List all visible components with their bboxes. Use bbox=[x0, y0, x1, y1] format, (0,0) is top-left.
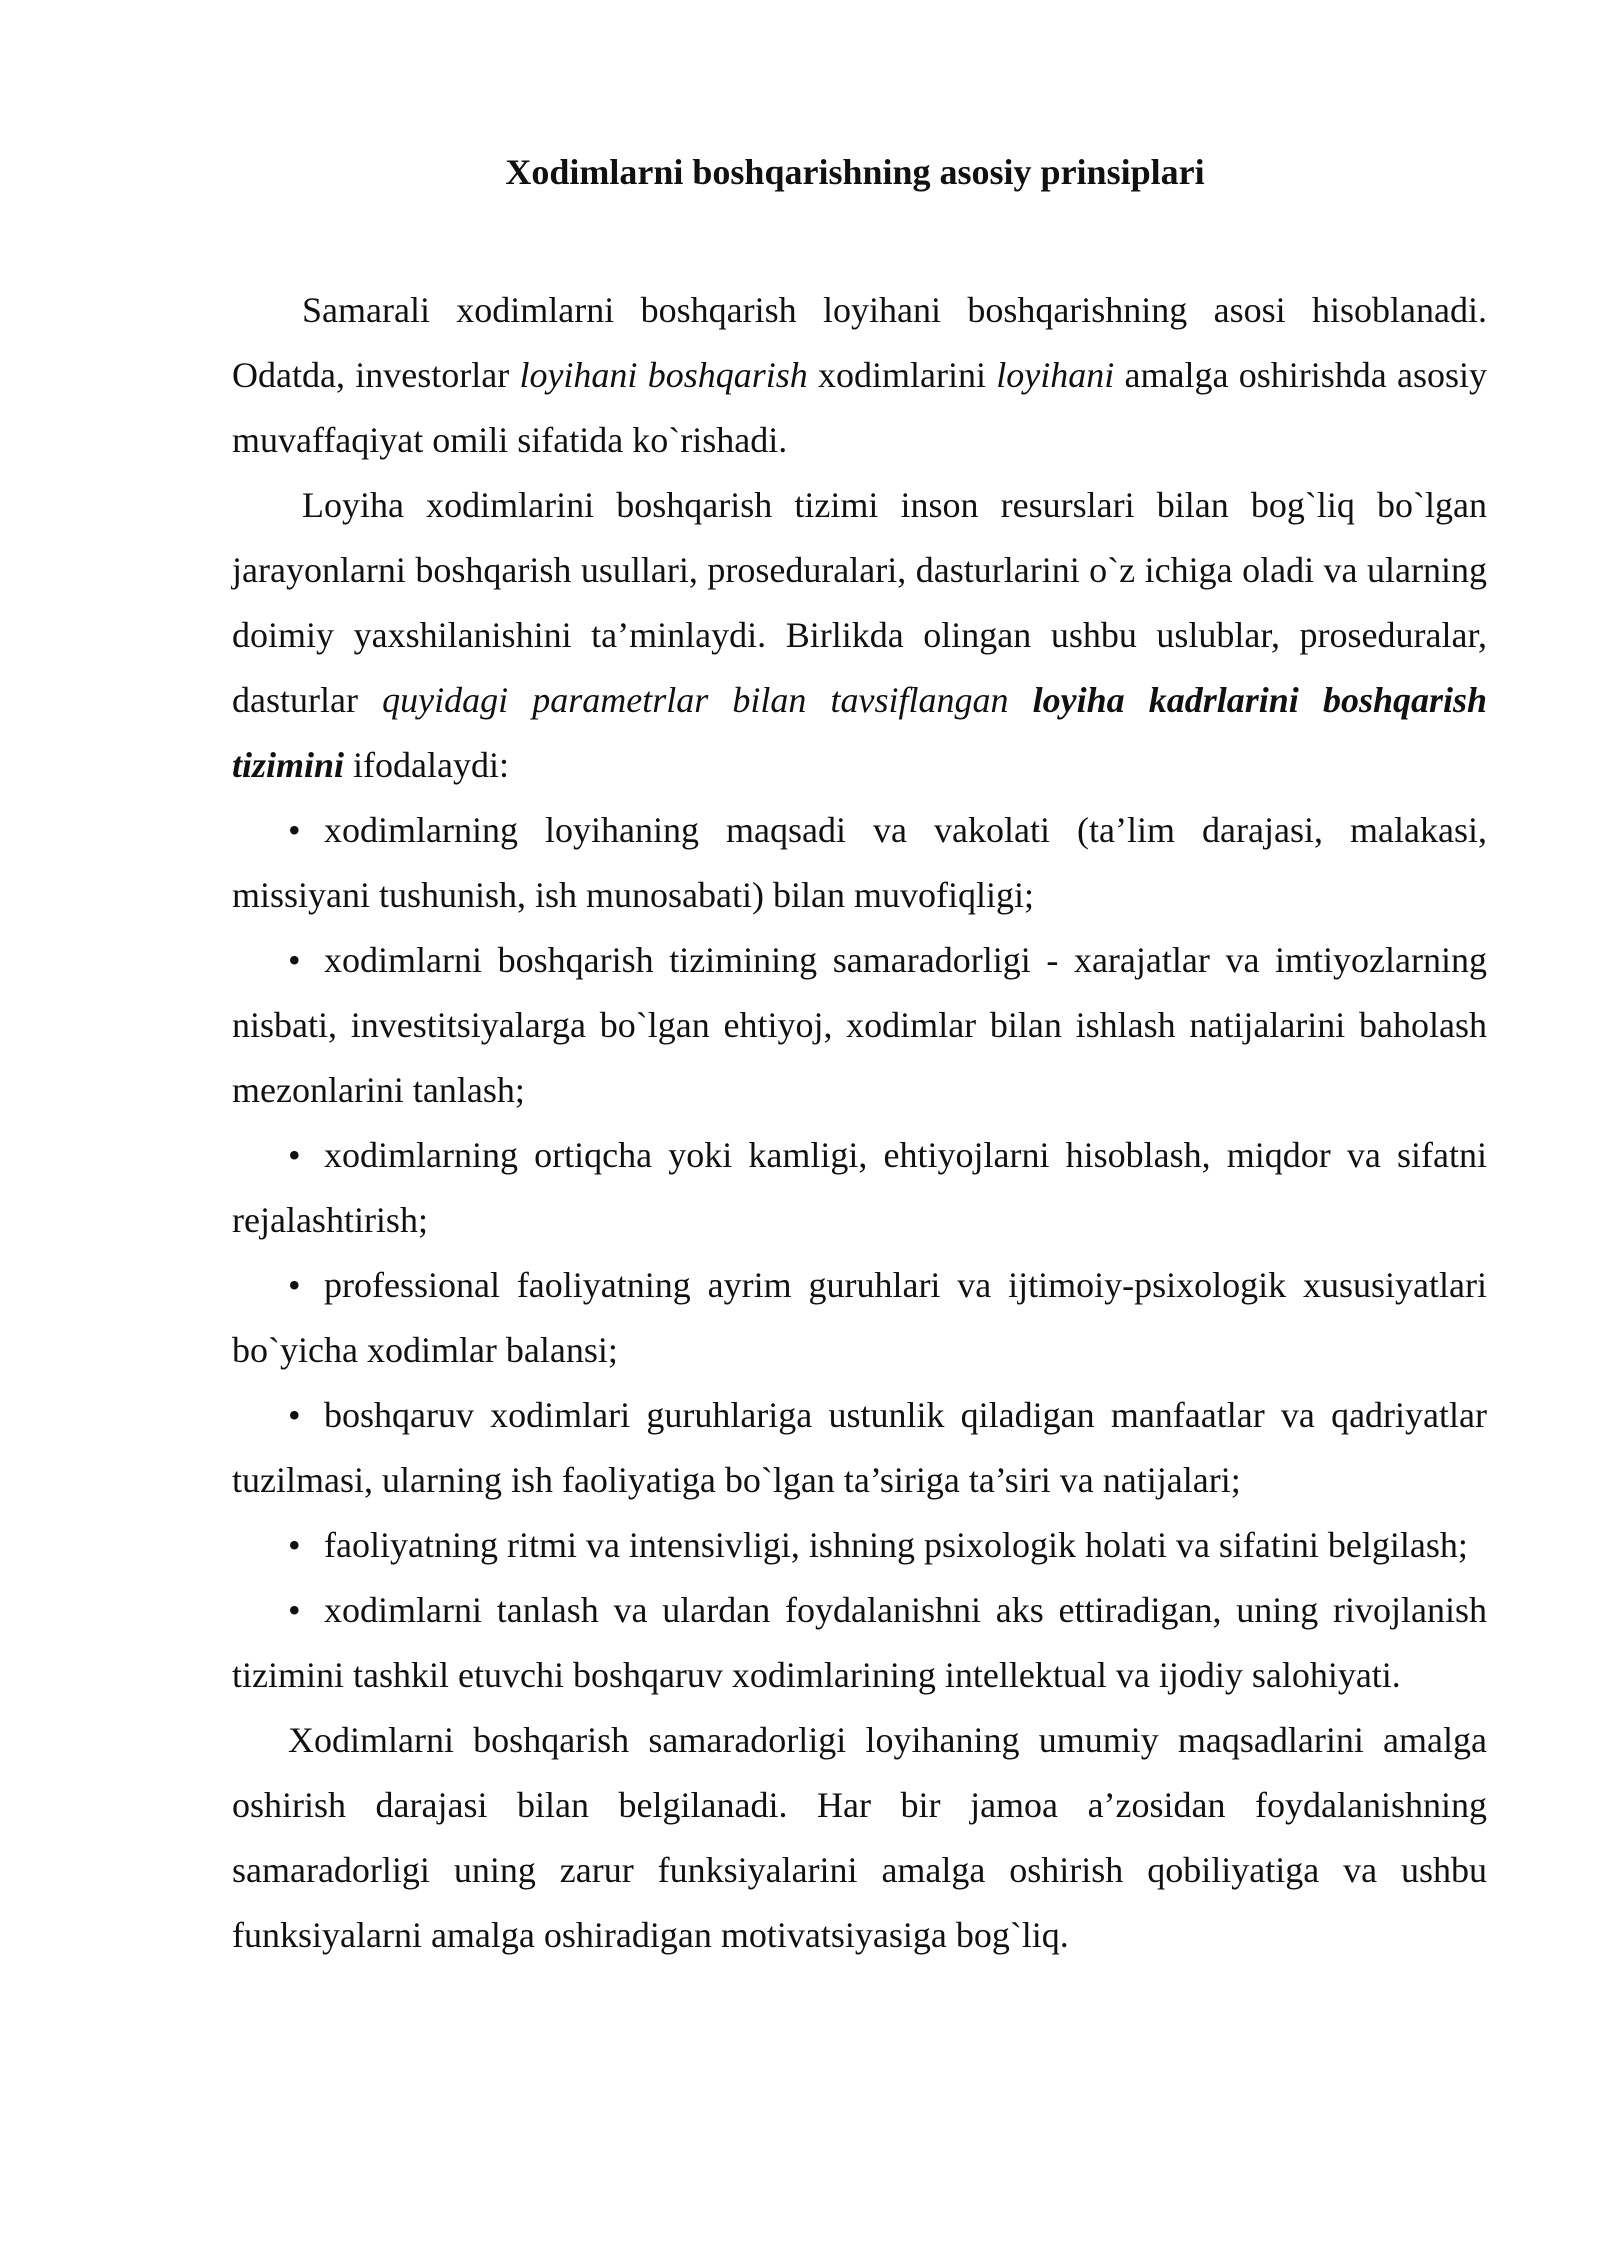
paragraph-1-italic-2: loyihani bbox=[996, 355, 1115, 395]
paragraph-last: Xodimlarni boshqarish samaradorligi loyihaning umumiy maqsadlarini amalga oshirish darajasi bilan belgilanadi. Har bir jamoa a’zosidan foydalanishning samaradorligi uning zarur funksiyalarini amalga oshirish qobiliyatiga va ushbu funksiyalarni amalga oshiradigan motivatsiyasiga bog`liq. bbox=[232, 1720, 1487, 1955]
bullet-text: xodimlarning ortiqcha yoki kamligi, ehtiyojlarni hisoblash, miqdor va sifatni rejalashtirish; bbox=[232, 1135, 1487, 1240]
bullet-item bbox=[232, 1383, 1487, 1513]
bullet-item bbox=[232, 798, 1487, 928]
paragraph-2-italic: quyidagi parametrlar bilan tavsiflangan bbox=[382, 680, 1009, 720]
bullet-text: faoliyatning ritmi va intensivligi, ishning psixologik holati va sifatini belgilash; bbox=[324, 1525, 1468, 1565]
paragraph-2-bold-italic: loyiha kadrlarini boshqarish tizimini bbox=[232, 680, 1488, 785]
bullet-item bbox=[232, 1253, 1487, 1383]
bullet-text: xodimlarning loyihaning maqsadi va vakolati (ta’lim darajasi, malakasi, missiyani tushunish, ish munosabati) bilan muvofiqligi; bbox=[232, 810, 1487, 915]
bullet-text: xodimlarni tanlash va ulardan foydalanishni aks ettiradigan, uning rivojlanish tizimini tashkil etuvchi boshqaruv xodimlarining intellektual va ijodiy salohiyati. bbox=[232, 1590, 1487, 1695]
paragraph-1-text-b: xodimlarini bbox=[807, 355, 997, 395]
bullet-icon: • bbox=[288, 1590, 301, 1630]
paragraph-2 bbox=[232, 473, 1487, 798]
bullet-text: professional faoliyatning ayrim guruhlari va ijtimoiy-psixologik xususiyatlari bo`yicha xodimlar balansi; bbox=[232, 1265, 1487, 1370]
bullet-icon: • bbox=[288, 1135, 301, 1175]
bullet-text: xodimlarni boshqarish tizimining samaradorligi - xarajatlar va imtiyozlarning nisbati, investitsiyalarga bo`lgan ehtiyoj, xodimlar bilan ishlash natijalarini baholash mezonlarini tanlash; bbox=[232, 940, 1487, 1110]
bullet-item bbox=[232, 1513, 1487, 1578]
paragraph-2-space bbox=[1008, 680, 1032, 720]
bullet-text: boshqaruv xodimlari guruhlariga ustunlik qiladigan manfaatlar va qadriyatlar tuzilmasi, ularning ish faoliyatiga bo`lgan ta’siriga ta’siri va natijalari; bbox=[232, 1395, 1487, 1500]
bullet-item bbox=[232, 928, 1487, 1123]
bullet-icon: • bbox=[288, 1265, 301, 1305]
paragraph-2-text-a: Loyiha xodimlarini boshqarish tizimi inson resurslari bilan bog`liq bo`lgan jarayonlarni boshqarish usullari, proseduralari, dasturlarini o`z ichiga oladi va ularning doimiy yaxshilanishini ta’minlaydi. Birlikda olingan ushbu uslublar, proseduralar, dasturlar bbox=[232, 485, 1487, 720]
paragraph-1-text-c: amalga oshirishda asosiy muvaffaqiyat omili sifatida ko`rishadi. bbox=[232, 355, 1488, 460]
paragraph-1-text-a: Samarali xodimlarni boshqarish loyihani boshqarishning asosi hisoblanadi. Odatda, investorlar bbox=[232, 290, 1487, 395]
paragraph-1-italic-1: loyihani boshqarish bbox=[519, 355, 808, 395]
page-title: Xodimlarni boshqarishning asosiy prinsiplari bbox=[505, 152, 1205, 192]
bullet-item bbox=[232, 1123, 1487, 1253]
bullet-icon: • bbox=[288, 940, 301, 980]
bullet-icon: • bbox=[288, 1525, 301, 1565]
document-body bbox=[232, 278, 1487, 1968]
paragraph-2-text-c: ifodalaydi: bbox=[344, 745, 509, 785]
bullet-icon: • bbox=[288, 810, 301, 850]
bullet-icon: • bbox=[288, 1395, 301, 1435]
bullet-item bbox=[232, 1578, 1487, 1708]
paragraph-1 bbox=[232, 278, 1487, 473]
